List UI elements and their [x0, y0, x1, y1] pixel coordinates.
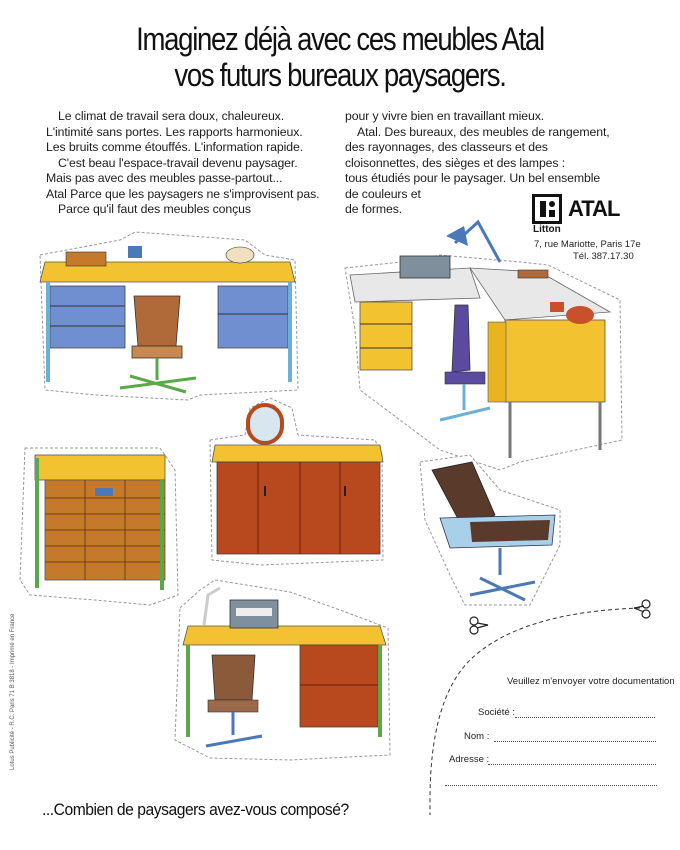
scissors-icon [470, 617, 488, 634]
body-line: C'est beau l'espace-travail devenu paysager. [58, 155, 298, 170]
footer-question: ...Combien de paysagers avez-vous composé? [42, 800, 349, 819]
brand-phone: Tél. 387.17.30 [573, 251, 634, 262]
body-line: Le climat de travail sera doux, chaleureux. [58, 109, 285, 123]
body-line: Parce qu'il faut des meubles conçus [58, 202, 251, 216]
body-line: pour y vivre bien en travaillant mieux. [345, 109, 545, 123]
atal-logo-text: ATAL [568, 196, 620, 221]
typewriter-desk-illustration [175, 580, 390, 760]
nom-field[interactable] [494, 741, 656, 742]
form-label-adresse: Adresse : [449, 754, 490, 765]
body-line: Mais pas avec des meubles passe-partout... [46, 171, 283, 185]
swivel-chair-illustration [420, 455, 560, 605]
headline-line-2: vos futurs bureaux paysagers. [174, 57, 506, 93]
corner-desk-illustration [345, 222, 622, 470]
shelving-unit-illustration [20, 448, 178, 605]
body-line: des rayonnages, des classeurs et des [345, 140, 548, 154]
brand-address: 7, rue Mariotte, Paris 17e [534, 239, 641, 250]
form-label-nom: Nom : [464, 731, 490, 742]
desk-blue-drawers-illustration [40, 232, 298, 400]
form-title: Veuillez m'envoyer votre documentation [507, 676, 675, 687]
red-cabinet-illustration [210, 398, 383, 565]
body-line: L'intimité sans portes. Les rapports harmonieux. [46, 124, 303, 139]
adresse-field-line-2[interactable] [445, 785, 657, 786]
body-line: Les bruits comme étouffés. L'information rapide. [46, 140, 304, 154]
body-line: cloisonnettes, des sièges et des lampes : [345, 155, 566, 170]
body-line: de couleurs et [345, 186, 421, 201]
coupon-cut-line [430, 608, 640, 815]
form-label-societe: Société : [478, 707, 515, 718]
furniture-illustrations [0, 185, 680, 815]
societe-field[interactable] [515, 717, 655, 718]
body-line: Atal. Des bureaux, des meubles de rangement, [357, 124, 610, 139]
litton-label: Litton [533, 224, 561, 235]
side-credit-text: Lotus Publicité - R.C. Paris 71 B 3818 - Imprimé en France [10, 613, 16, 770]
scissors-icon [634, 600, 650, 618]
body-line: de formes. [345, 202, 403, 216]
body-line: Atal Parce que les paysagers ne s'improvisent pas. [46, 186, 320, 201]
headline-line-1: Imaginez déjà avec ces meubles Atal [136, 21, 544, 57]
adresse-field[interactable] [488, 764, 656, 765]
body-line: tous étudiés pour le paysager. Un bel ensemble [345, 171, 601, 185]
